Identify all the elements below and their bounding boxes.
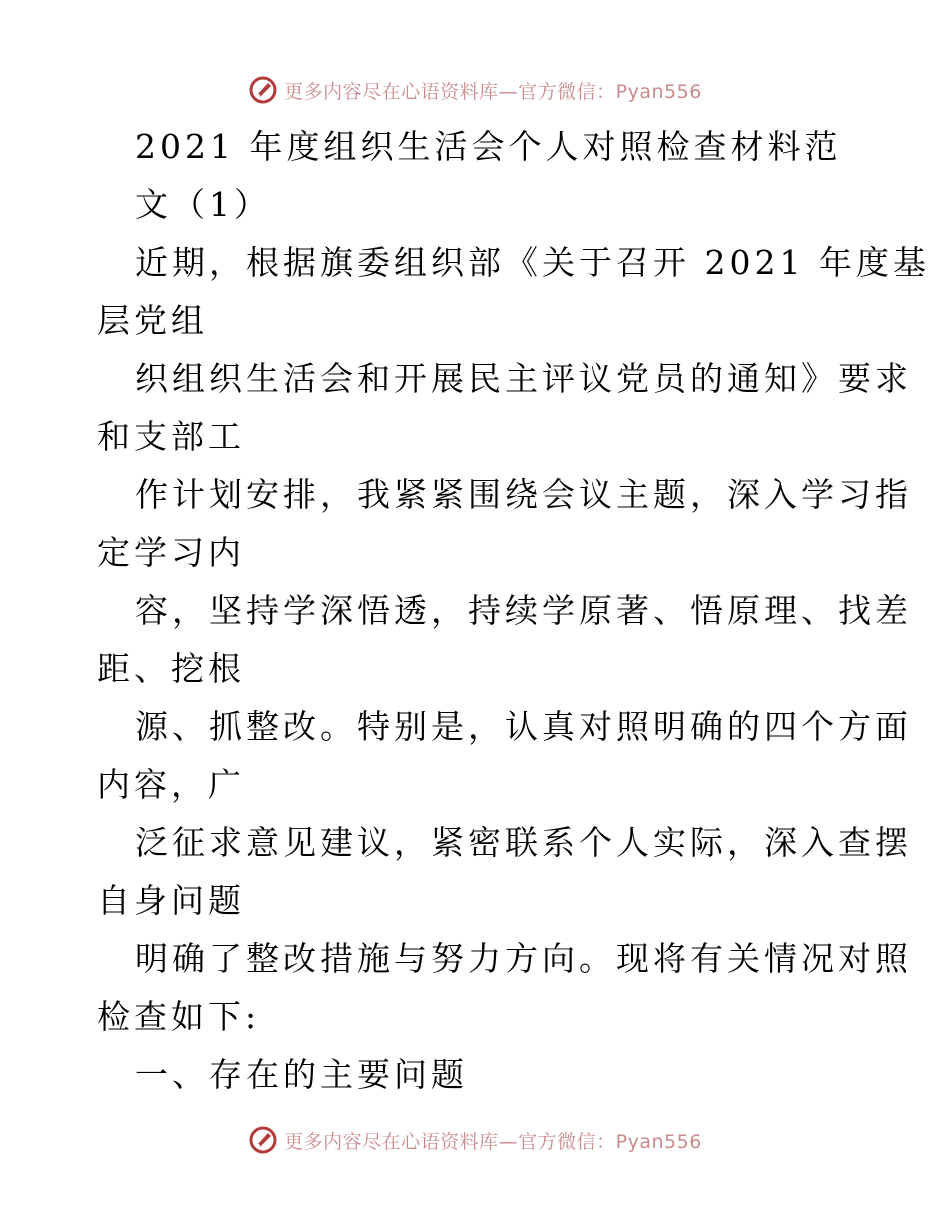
paragraph-line: 距、挖根: [97, 649, 245, 688]
paragraph-line: 容，坚持学深悟透，持续学原著、悟原理、找差: [135, 591, 912, 630]
paragraph-line: 内容，广: [97, 765, 245, 804]
logo-icon: [248, 75, 278, 105]
document-title-line-2: 文（1）: [135, 185, 271, 224]
paragraph-line: 检查如下:: [97, 997, 261, 1036]
section-heading: 一、存在的主要问题: [135, 1055, 468, 1094]
paragraph-line: 源、抓整改。特别是，认真对照明确的四个方面: [135, 707, 912, 746]
paragraph-line: 明确了整改措施与努力方向。现将有关情况对照: [135, 939, 912, 978]
footer-banner: [0, 1120, 950, 1160]
banner-text: 更多内容尽在心语资料库—官方微信：Pyan556: [284, 80, 702, 103]
paragraph-line: 织组织生活会和开展民主评议党员的通知》要求: [135, 359, 912, 398]
paragraph-line: 定学习内: [97, 533, 245, 572]
logo-icon: [248, 1125, 278, 1155]
paragraph-line: 近期，根据旗委组织部《关于召开 2021 年度基: [135, 243, 930, 282]
paragraph-line: 自身问题: [97, 881, 245, 920]
paragraph-line: 作计划安排，我紧紧围绕会议主题，深入学习指: [135, 475, 912, 514]
paragraph-line: 层党组: [97, 301, 208, 340]
header-banner: [0, 70, 950, 110]
document-title-line-1: 2021 年度组织生活会个人对照检查材料范: [135, 127, 842, 166]
paragraph-line: 泛征求意见建议，紧密联系个人实际，深入查摆: [135, 823, 912, 862]
document-body: [97, 118, 930, 1104]
banner-text: 更多内容尽在心语资料库—官方微信：Pyan556: [284, 1130, 702, 1153]
paragraph-line: 和支部工: [97, 417, 245, 456]
